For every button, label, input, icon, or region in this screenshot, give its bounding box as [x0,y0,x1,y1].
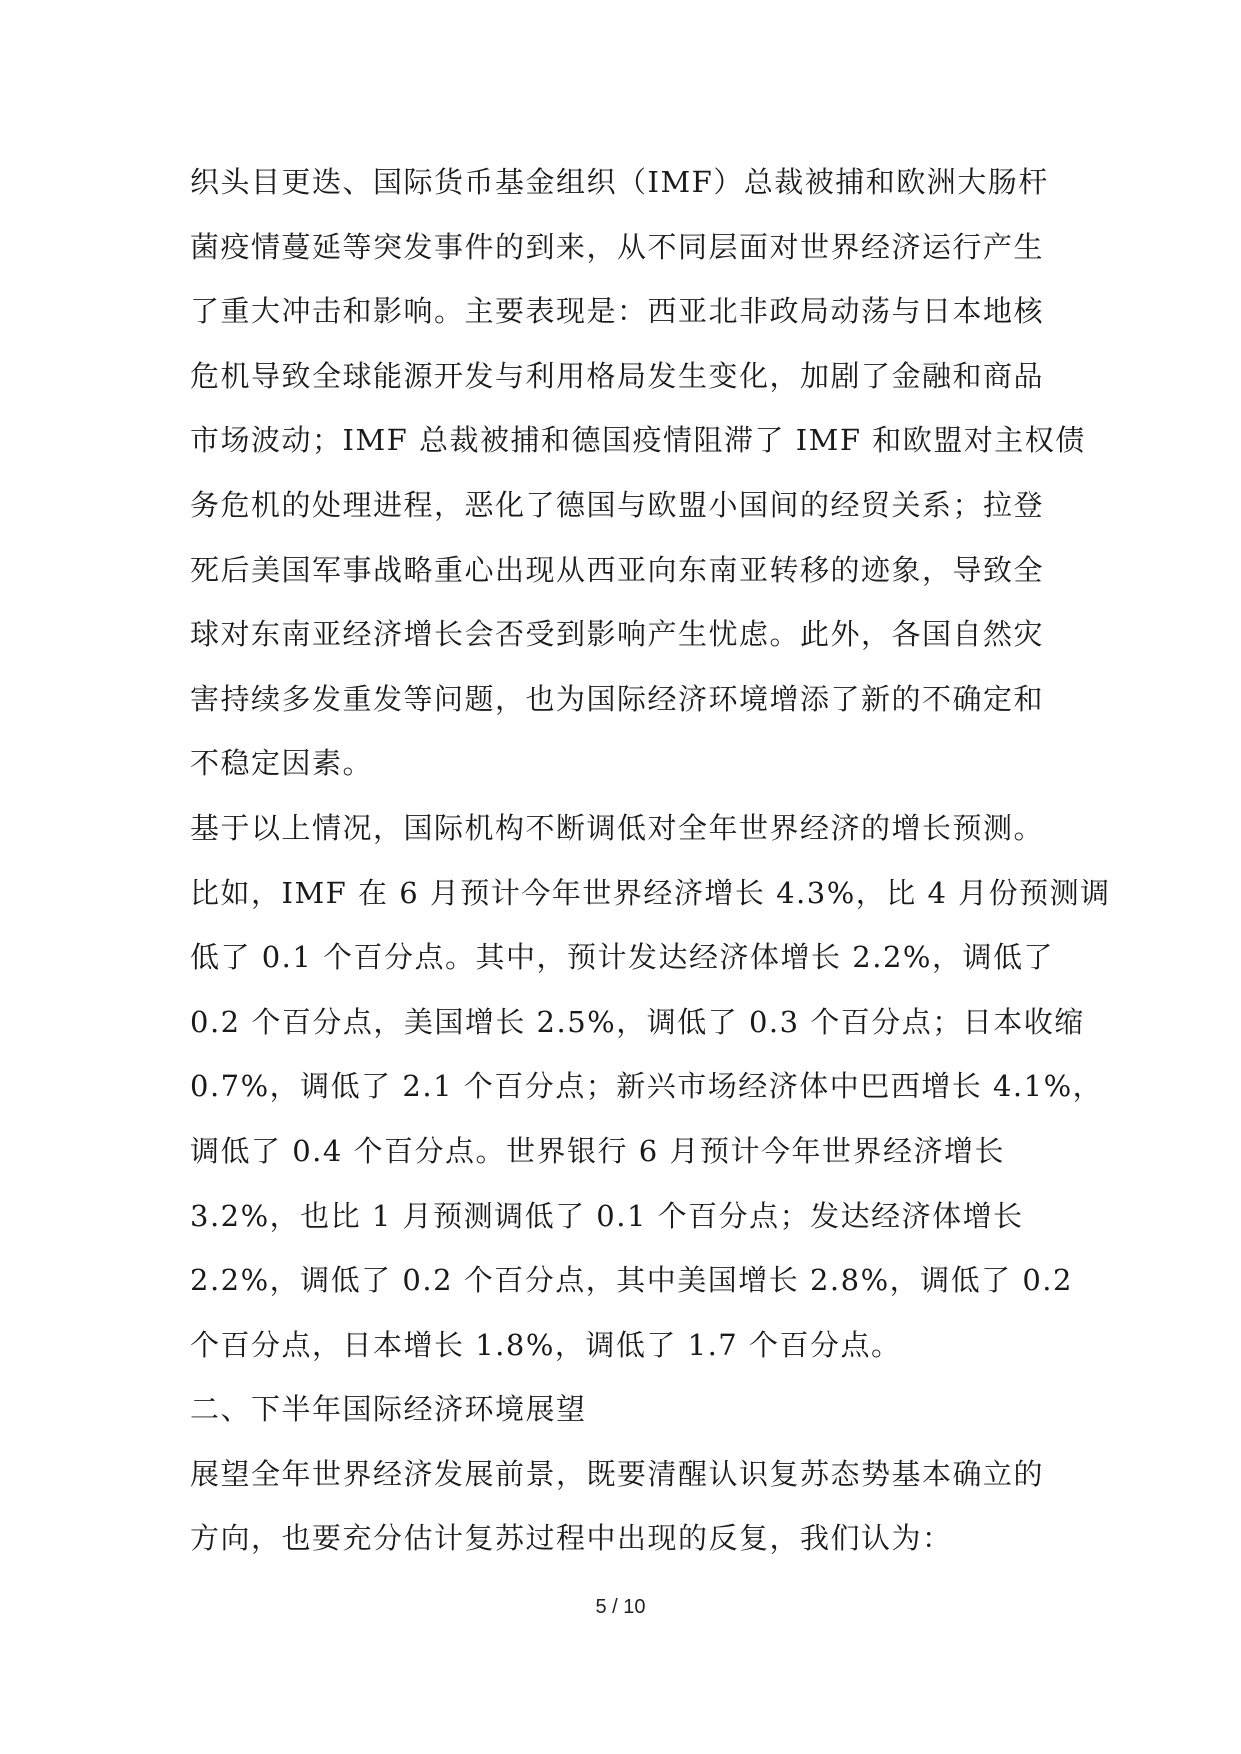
page-number: 5 / 10 [595,1596,646,1618]
text-line: 了重大冲击和影响。主要表现是：西亚北非政局动荡与日本地核 [190,294,1045,329]
text-line: 危机导致全球能源开发与利用格局发生变化，加剧了金融和商品 [190,358,1045,393]
text-line: 0.2 个百分点，美国增长 2.5%，调低了 0.3 个百分点；日本收缩 [190,1004,1085,1039]
text-line: 个百分点，日本增长 1.8%，调低了 1.7 个百分点。 [190,1327,902,1362]
text-line: 不稳定因素。 [190,746,374,781]
text-line: 菌疫情蔓延等突发事件的到来，从不同层面对世界经济运行产生 [190,229,1045,264]
text-line: 方向，也要充分估计复苏过程中出现的反复，我们认为： [190,1521,953,1556]
text-line: 调低了 0.4 个百分点。世界银行 6 月预计今年世界经济增长 [190,1133,1005,1168]
text-line: 死后美国军事战略重心出现从西亚向东南亚转移的迹象，导致全 [190,552,1045,587]
text-line: 害持续多发重发等问题，也为国际经济环境增添了新的不确定和 [190,681,1045,716]
text-line: 3.2%，也比 1 月预测调低了 0.1 个百分点；发达经济体增长 [190,1198,1024,1233]
text-line: 低了 0.1 个百分点。其中，预计发达经济体增长 2.2%，调低了 [190,940,1054,975]
text-line: 展望全年世界经济发展前景，既要清醒认识复苏态势基本确立的 [190,1456,1045,1491]
text-line: 务危机的处理进程，恶化了德国与欧盟小国间的经贸关系；拉登 [190,487,1045,522]
text-line: 市场波动；IMF 总裁被捕和德国疫情阻滞了 IMF 和欧盟对主权债 [190,423,1086,458]
text-line: 基于以上情况，国际机构不断调低对全年世界经济的增长预测。 [190,810,1045,845]
text-line: 0.7%，调低了 2.1 个百分点；新兴市场经济体中巴西增长 4.1%， [190,1069,1104,1104]
text-line: 织头目更迭、国际货币基金组织（IMF）总裁被捕和欧洲大肠杆 [190,165,1049,199]
text-line: 比如，IMF 在 6 月预计今年世界经济增长 4.3%，比 4 月份预测调 [190,875,1111,910]
document-body [190,150,1111,1571]
text-line: 球对东南亚经济增长会否受到影响产生忧虑。此外，各国自然灾 [190,617,1045,652]
section-heading: 二、下半年国际经济环境展望 [190,1392,587,1427]
text-line: 2.2%，调低了 0.2 个百分点，其中美国增长 2.8%，调低了 0.2 [190,1263,1073,1298]
